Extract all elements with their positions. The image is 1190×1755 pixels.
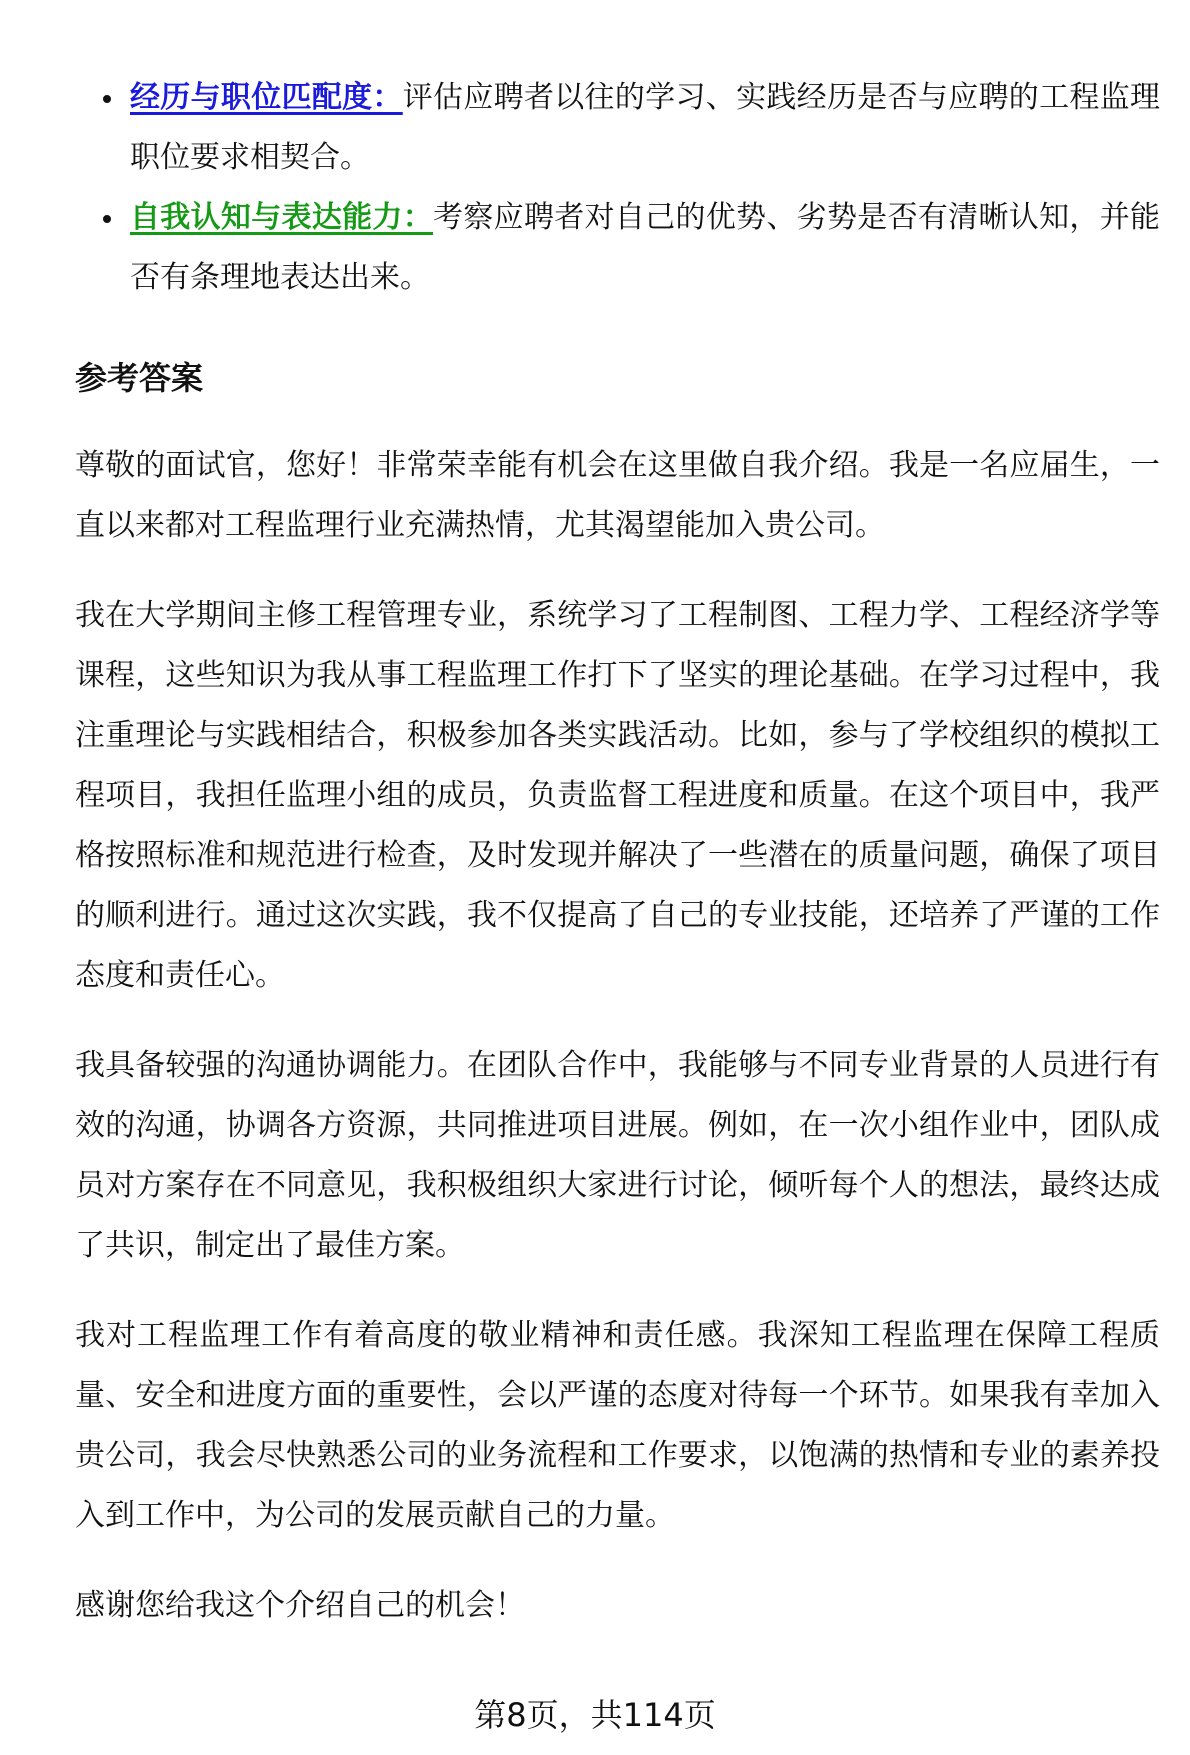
criteria-list	[75, 68, 1160, 308]
bullet-icon	[103, 215, 111, 223]
criteria-item	[75, 188, 1160, 308]
criteria-text: 评估应聘者以往的学习、实践经历是否与应聘的工程监理职位要求相契合。	[130, 80, 1161, 175]
answer-paragraph: 尊敬的面试官，您好！非常荣幸能有机会在这里做自我介绍。我是一名应届生，一直以来都对工程监理行业充满热情，尤其渴望能加入贵公司。	[75, 448, 1160, 543]
page-number: 第8页，共114页	[474, 1696, 716, 1734]
criteria-term: 自我认知与表达能力：	[130, 200, 434, 235]
bullet-icon	[103, 95, 111, 103]
answer-paragraph: 感谢您给我这个介绍自己的机会！	[75, 1588, 525, 1623]
answer-paragraph: 我对工程监理工作有着高度的敬业精神和责任感。我深知工程监理在保障工程质量、安全和进度方面的重要性，会以严谨的态度对待每一个环节。如果我有幸加入贵公司，我会尽快熟悉公司的业务流程和工作要求，以饱满的热情和专业的素养投入到工作中，为公司的发展贡献自己的力量。	[75, 1318, 1160, 1533]
criteria-term: 经历与职位匹配度：	[130, 80, 403, 115]
answer-paragraph: 我在大学期间主修工程管理专业，系统学习了工程制图、工程力学、工程经济学等课程，这些知识为我从事工程监理工作打下了坚实的理论基础。在学习过程中，我注重理论与实践相结合，积极参加各类实践活动。比如，参与了学校组织的模拟工程项目，我担任监理小组的成员，负责监督工程进度和质量。在这个项目中，我严格按照标准和规范进行检查，及时发现并解决了一些潜在的质量问题，确保了项目的顺利进行。通过这次实践，我不仅提高了自己的专业技能，还培养了严谨的工作态度和责任心。	[75, 598, 1160, 993]
answer-paragraph: 我具备较强的沟通协调能力。在团队合作中，我能够与不同专业背景的人员进行有效的沟通，协调各方资源，共同推进项目进展。例如，在一次小组作业中，团队成员对方案存在不同意见，我积极组织大家进行讨论，倾听每个人的想法，最终达成了共识，制定出了最佳方案。	[75, 1048, 1160, 1263]
criteria-item	[75, 68, 1160, 188]
document-body	[75, 68, 1160, 1666]
section-heading: 参考答案	[75, 359, 204, 397]
criteria-text: 考察应聘者对自己的优势、劣势是否有清晰认知，并能否有条理地表达出来。	[130, 200, 1161, 295]
